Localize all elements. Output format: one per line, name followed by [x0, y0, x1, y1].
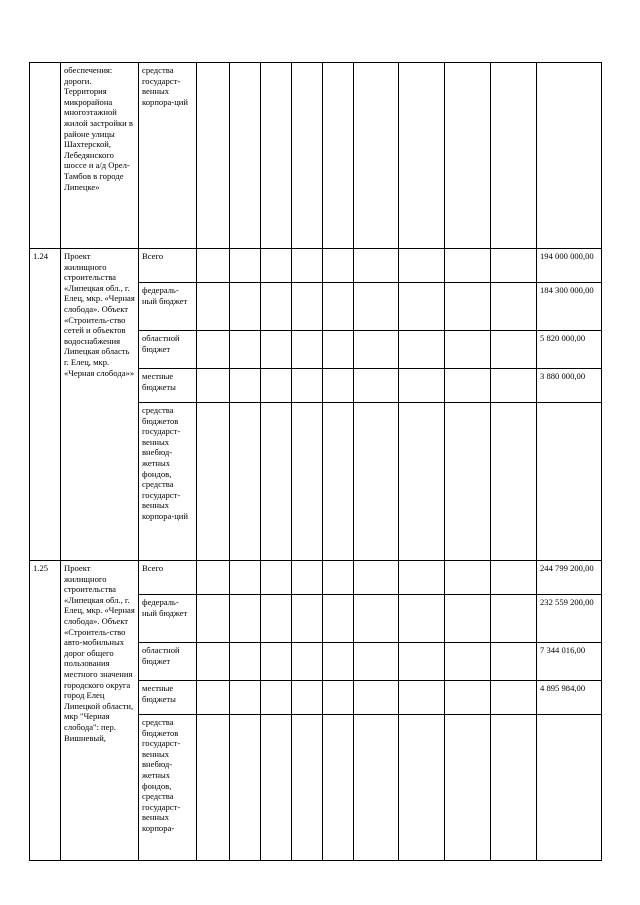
- empty-cell: [292, 403, 323, 561]
- empty-cell: [230, 681, 261, 715]
- funding-source-cell: средства бюджетов государст-венных внебюд-жетных фондов, средства государст-венных корпора-ций: [139, 403, 197, 561]
- empty-cell: [354, 331, 399, 369]
- empty-cell: [230, 249, 261, 283]
- empty-cell: [261, 63, 292, 249]
- amount-cell: 232 559 200,00: [537, 595, 602, 643]
- empty-cell: [292, 643, 323, 681]
- empty-cell: [230, 715, 261, 861]
- empty-cell: [399, 331, 445, 369]
- funding-source-cell: средства государст-венных корпора-ций: [139, 63, 197, 249]
- empty-cell: [445, 561, 491, 595]
- empty-cell: [354, 249, 399, 283]
- empty-cell: [354, 283, 399, 331]
- row-number-cell: [30, 63, 61, 249]
- object-name-cell: обеспечения: дороги. Территория микрорайона многоэтажной жилой застройки в районе улицы Шахтерской, Лебедянского шоссе и а/д Орел-Тамбов в городе Липецке»: [61, 63, 139, 249]
- empty-cell: [197, 249, 230, 283]
- empty-cell: [399, 369, 445, 403]
- empty-cell: [445, 249, 491, 283]
- funding-source-cell: средства бюджетов государст-венных внебюд-жетных фондов, средства государст-венных корпора-: [139, 715, 197, 861]
- empty-cell: [491, 561, 537, 595]
- empty-cell: [230, 403, 261, 561]
- amount-cell: 194 000 000,00: [537, 249, 602, 283]
- empty-cell: [292, 681, 323, 715]
- empty-cell: [354, 63, 399, 249]
- empty-cell: [323, 331, 354, 369]
- empty-cell: [323, 715, 354, 861]
- empty-cell: [354, 715, 399, 861]
- empty-cell: [491, 643, 537, 681]
- empty-cell: [197, 595, 230, 643]
- empty-cell: [323, 403, 354, 561]
- empty-cell: [399, 249, 445, 283]
- empty-cell: [292, 63, 323, 249]
- empty-cell: [491, 283, 537, 331]
- amount-cell: 184 300 000,00: [537, 283, 602, 331]
- amount-cell: 7 344 016,00: [537, 643, 602, 681]
- empty-cell: [261, 561, 292, 595]
- empty-cell: [491, 681, 537, 715]
- empty-cell: [197, 561, 230, 595]
- empty-cell: [261, 369, 292, 403]
- empty-cell: [292, 715, 323, 861]
- funding-source-cell: Всего: [139, 561, 197, 595]
- funding-source-cell: областной бюджет: [139, 643, 197, 681]
- empty-cell: [197, 681, 230, 715]
- empty-cell: [323, 63, 354, 249]
- amount-cell: 5 820 000,00: [537, 331, 602, 369]
- empty-cell: [445, 681, 491, 715]
- empty-cell: [399, 715, 445, 861]
- empty-cell: [261, 283, 292, 331]
- empty-cell: [445, 595, 491, 643]
- empty-cell: [197, 403, 230, 561]
- table-row: [30, 63, 602, 249]
- funding-source-cell: местные бюджеты: [139, 681, 197, 715]
- empty-cell: [323, 283, 354, 331]
- empty-cell: [323, 595, 354, 643]
- empty-cell: [261, 331, 292, 369]
- funding-source-cell: Всего: [139, 249, 197, 283]
- empty-cell: [491, 369, 537, 403]
- empty-cell: [323, 561, 354, 595]
- empty-cell: [354, 403, 399, 561]
- funding-source-cell: местные бюджеты: [139, 369, 197, 403]
- object-name-cell: Проект жилищного строительства «Липецкая обл., г. Елец, мкр. «Черная слобода». Объект «Строитель-ство сетей и объектов водоснабжения Липецкая область г. Елец, мкр. «Черная слобода»»: [61, 249, 139, 561]
- empty-cell: [399, 283, 445, 331]
- empty-cell: [261, 715, 292, 861]
- empty-cell: [230, 283, 261, 331]
- empty-cell: [230, 595, 261, 643]
- empty-cell: [354, 643, 399, 681]
- empty-cell: [445, 63, 491, 249]
- empty-cell: [197, 643, 230, 681]
- table-row: [30, 249, 602, 283]
- empty-cell: [354, 595, 399, 643]
- empty-cell: [230, 561, 261, 595]
- empty-cell: [399, 63, 445, 249]
- row-number-cell: 1.25: [30, 561, 61, 861]
- empty-cell: [323, 249, 354, 283]
- empty-cell: [292, 369, 323, 403]
- empty-cell: [491, 403, 537, 561]
- empty-cell: [445, 403, 491, 561]
- funding-source-cell: федераль-ный бюджет: [139, 283, 197, 331]
- empty-cell: [399, 561, 445, 595]
- empty-cell: [399, 643, 445, 681]
- empty-cell: [261, 643, 292, 681]
- empty-cell: [292, 331, 323, 369]
- empty-cell: [491, 715, 537, 861]
- row-number-cell: 1.24: [30, 249, 61, 561]
- empty-cell: [445, 715, 491, 861]
- empty-cell: [323, 681, 354, 715]
- empty-cell: [445, 643, 491, 681]
- empty-cell: [230, 331, 261, 369]
- empty-cell: [230, 63, 261, 249]
- amount-cell: [537, 715, 602, 861]
- funding-source-cell: федераль-ный бюджет: [139, 595, 197, 643]
- empty-cell: [399, 403, 445, 561]
- empty-cell: [292, 561, 323, 595]
- empty-cell: [197, 715, 230, 861]
- empty-cell: [537, 63, 602, 249]
- empty-cell: [197, 331, 230, 369]
- amount-cell: 4 895 984,00: [537, 681, 602, 715]
- empty-cell: [323, 369, 354, 403]
- empty-cell: [445, 369, 491, 403]
- empty-cell: [491, 331, 537, 369]
- table-row: [30, 561, 602, 595]
- empty-cell: [197, 283, 230, 331]
- object-name-cell: Проект жилищного строительства «Липецкая обл., г. Елец, мкр. «Черная слобода». Объект «Строитель-ство авто-мобильных дорог общего пользования местного значения городского округа город Елец Липецкой области, мкр "Черная слобода": пер. Вишневый,: [61, 561, 139, 861]
- financing-table: [29, 62, 602, 861]
- empty-cell: [292, 283, 323, 331]
- table-body: [30, 63, 602, 861]
- empty-cell: [261, 595, 292, 643]
- empty-cell: [445, 331, 491, 369]
- empty-cell: [399, 595, 445, 643]
- empty-cell: [491, 595, 537, 643]
- amount-cell: 244 799 200,00: [537, 561, 602, 595]
- empty-cell: [292, 595, 323, 643]
- empty-cell: [197, 369, 230, 403]
- empty-cell: [261, 681, 292, 715]
- empty-cell: [399, 681, 445, 715]
- amount-cell: 3 880 000,00: [537, 369, 602, 403]
- amount-cell: [537, 403, 602, 561]
- empty-cell: [445, 283, 491, 331]
- empty-cell: [323, 643, 354, 681]
- empty-cell: [261, 249, 292, 283]
- empty-cell: [354, 561, 399, 595]
- empty-cell: [491, 249, 537, 283]
- empty-cell: [292, 249, 323, 283]
- empty-cell: [230, 643, 261, 681]
- empty-cell: [197, 63, 230, 249]
- empty-cell: [354, 369, 399, 403]
- empty-cell: [354, 681, 399, 715]
- empty-cell: [230, 369, 261, 403]
- empty-cell: [491, 63, 537, 249]
- funding-source-cell: областной бюджет: [139, 331, 197, 369]
- empty-cell: [261, 403, 292, 561]
